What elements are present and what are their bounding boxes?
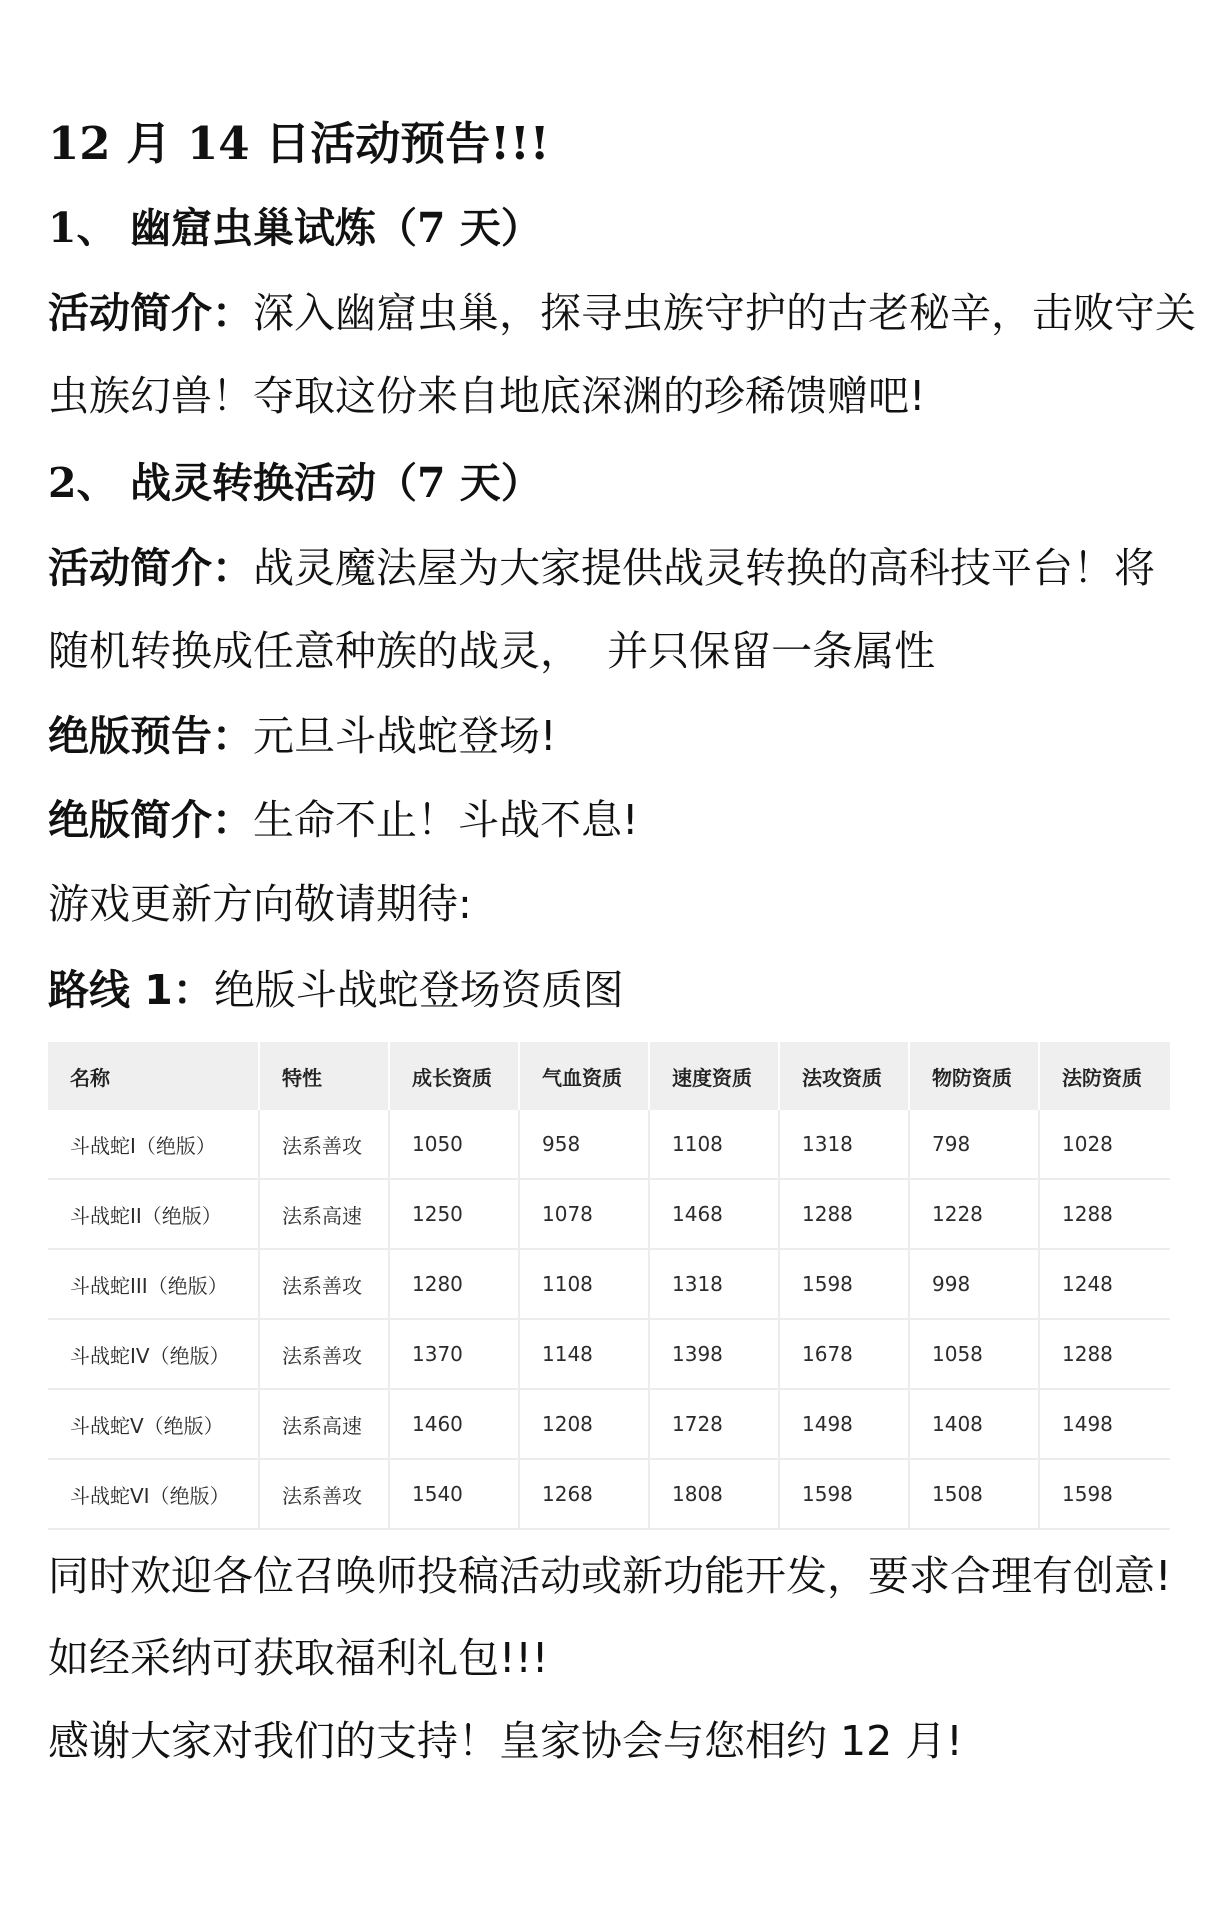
section1-intro-label: 活动简介： [48,289,253,337]
stats-table [48,1042,1170,1530]
table-cell: 1318 [779,1110,909,1179]
preview-line [48,708,1178,764]
section2-intro-line2: 随机转换成任意种族的战灵， 并只保留一条属性 [48,627,936,675]
intro-label: 绝版简介： [48,796,253,844]
table-row [48,1459,1170,1529]
column-header: 气血资质 [519,1042,649,1110]
table-cell: 958 [519,1110,649,1179]
table-cell: 1498 [1039,1389,1170,1459]
column-header: 速度资质 [649,1042,779,1110]
section2-heading [48,455,1178,511]
table-cell: 斗战蛇IV（绝版） [48,1319,259,1389]
table-cell: 1318 [649,1249,779,1319]
section2-number: 2、 [48,459,118,507]
table-cell: 1058 [909,1319,1039,1389]
preview-text: 元旦斗战蛇登场! [253,712,557,760]
section2-intro-line1 [48,540,1178,596]
table-row [48,1319,1170,1389]
update-note: 游戏更新方向敬请期待: [48,880,472,928]
closing-line3: 感谢大家对我们的支持！皇家协会与您相约 12 月! [48,1717,963,1765]
section1-heading [48,200,1178,256]
section1-intro-line1 [48,285,1196,341]
table-cell: 1540 [389,1459,519,1529]
section2-intro-label: 活动简介： [48,544,253,592]
table-cell: 1248 [1039,1249,1170,1319]
table-cell: 1148 [519,1319,649,1389]
table-cell: 1498 [779,1389,909,1459]
table-cell: 798 [909,1110,1039,1179]
table-cell: 1268 [519,1459,649,1529]
table-cell: 1050 [389,1110,519,1179]
table-cell: 1078 [519,1179,649,1249]
table-cell: 法系善攻 [259,1249,389,1319]
table-cell: 998 [909,1249,1039,1319]
section1-intro-line2: 虫族幻兽！夺取这份来自地底深渊的珍稀馈赠吧! [48,372,926,420]
table-row [48,1179,1170,1249]
column-header: 物防资质 [909,1042,1039,1110]
table-cell: 1598 [1039,1459,1170,1529]
table-cell: 1398 [649,1319,779,1389]
table-cell: 法系高速 [259,1179,389,1249]
column-header: 成长资质 [389,1042,519,1110]
table-cell: 法系善攻 [259,1110,389,1179]
preview-label: 绝版预告： [48,712,253,760]
section1-number: 1、 [48,204,118,252]
column-header: 特性 [259,1042,389,1110]
table-cell: 法系善攻 [259,1319,389,1389]
table-cell: 1408 [909,1389,1039,1459]
table-header-row [48,1042,1170,1110]
table-cell: 1208 [519,1389,649,1459]
table-row [48,1249,1170,1319]
table-cell: 1288 [1039,1179,1170,1249]
page-title: 12 月 14 日活动预告!!! [48,117,550,170]
table-cell: 1598 [779,1459,909,1529]
route-label: 路线 1： [48,966,214,1014]
column-header: 名称 [48,1042,259,1110]
section2-intro-text1: 战灵魔法屋为大家提供战灵转换的高科技平台！将 [253,544,1155,592]
route-text: 绝版斗战蛇登场资质图 [213,966,624,1014]
table-cell: 1460 [389,1389,519,1459]
table-cell: 斗战蛇V（绝版） [48,1389,259,1459]
table-cell: 1228 [909,1179,1039,1249]
table-cell: 1028 [1039,1110,1170,1179]
table-row [48,1389,1170,1459]
intro-line [48,792,1178,848]
route-line [48,962,1178,1018]
table-cell: 1468 [649,1179,779,1249]
table-cell: 法系善攻 [259,1459,389,1529]
section1-title: 幽窟虫巢试炼（7 天） [130,204,542,252]
table-cell: 1370 [389,1319,519,1389]
table-cell: 法系高速 [259,1389,389,1459]
closing-line2: 如经采纳可获取福利礼包!!! [48,1634,549,1682]
table-cell: 1288 [1039,1319,1170,1389]
table-row [48,1110,1170,1179]
table-cell: 1288 [779,1179,909,1249]
table-cell: 1250 [389,1179,519,1249]
table-cell: 斗战蛇VI（绝版） [48,1459,259,1529]
table-cell: 1808 [649,1459,779,1529]
intro-text: 生命不止！斗战不息! [253,796,639,844]
table-cell: 1108 [649,1110,779,1179]
closing-line1: 同时欢迎各位召唤师投稿活动或新功能开发，要求合理有创意! [48,1552,1172,1600]
table-cell: 1508 [909,1459,1039,1529]
table-cell: 斗战蛇I（绝版） [48,1110,259,1179]
column-header: 法防资质 [1039,1042,1170,1110]
table-cell: 1598 [779,1249,909,1319]
table-cell: 1108 [519,1249,649,1319]
table-cell: 1678 [779,1319,909,1389]
section1-intro-text1: 深入幽窟虫巢，探寻虫族守护的古老秘辛，击败守关 [253,289,1196,337]
table-cell: 斗战蛇II（绝版） [48,1179,259,1249]
table-cell: 1728 [649,1389,779,1459]
stats-table-wrap [48,1042,1170,1530]
table-cell: 1280 [389,1249,519,1319]
column-header: 法攻资质 [779,1042,909,1110]
table-cell: 斗战蛇III（绝版） [48,1249,259,1319]
section2-title: 战灵转换活动（7 天） [130,459,542,507]
